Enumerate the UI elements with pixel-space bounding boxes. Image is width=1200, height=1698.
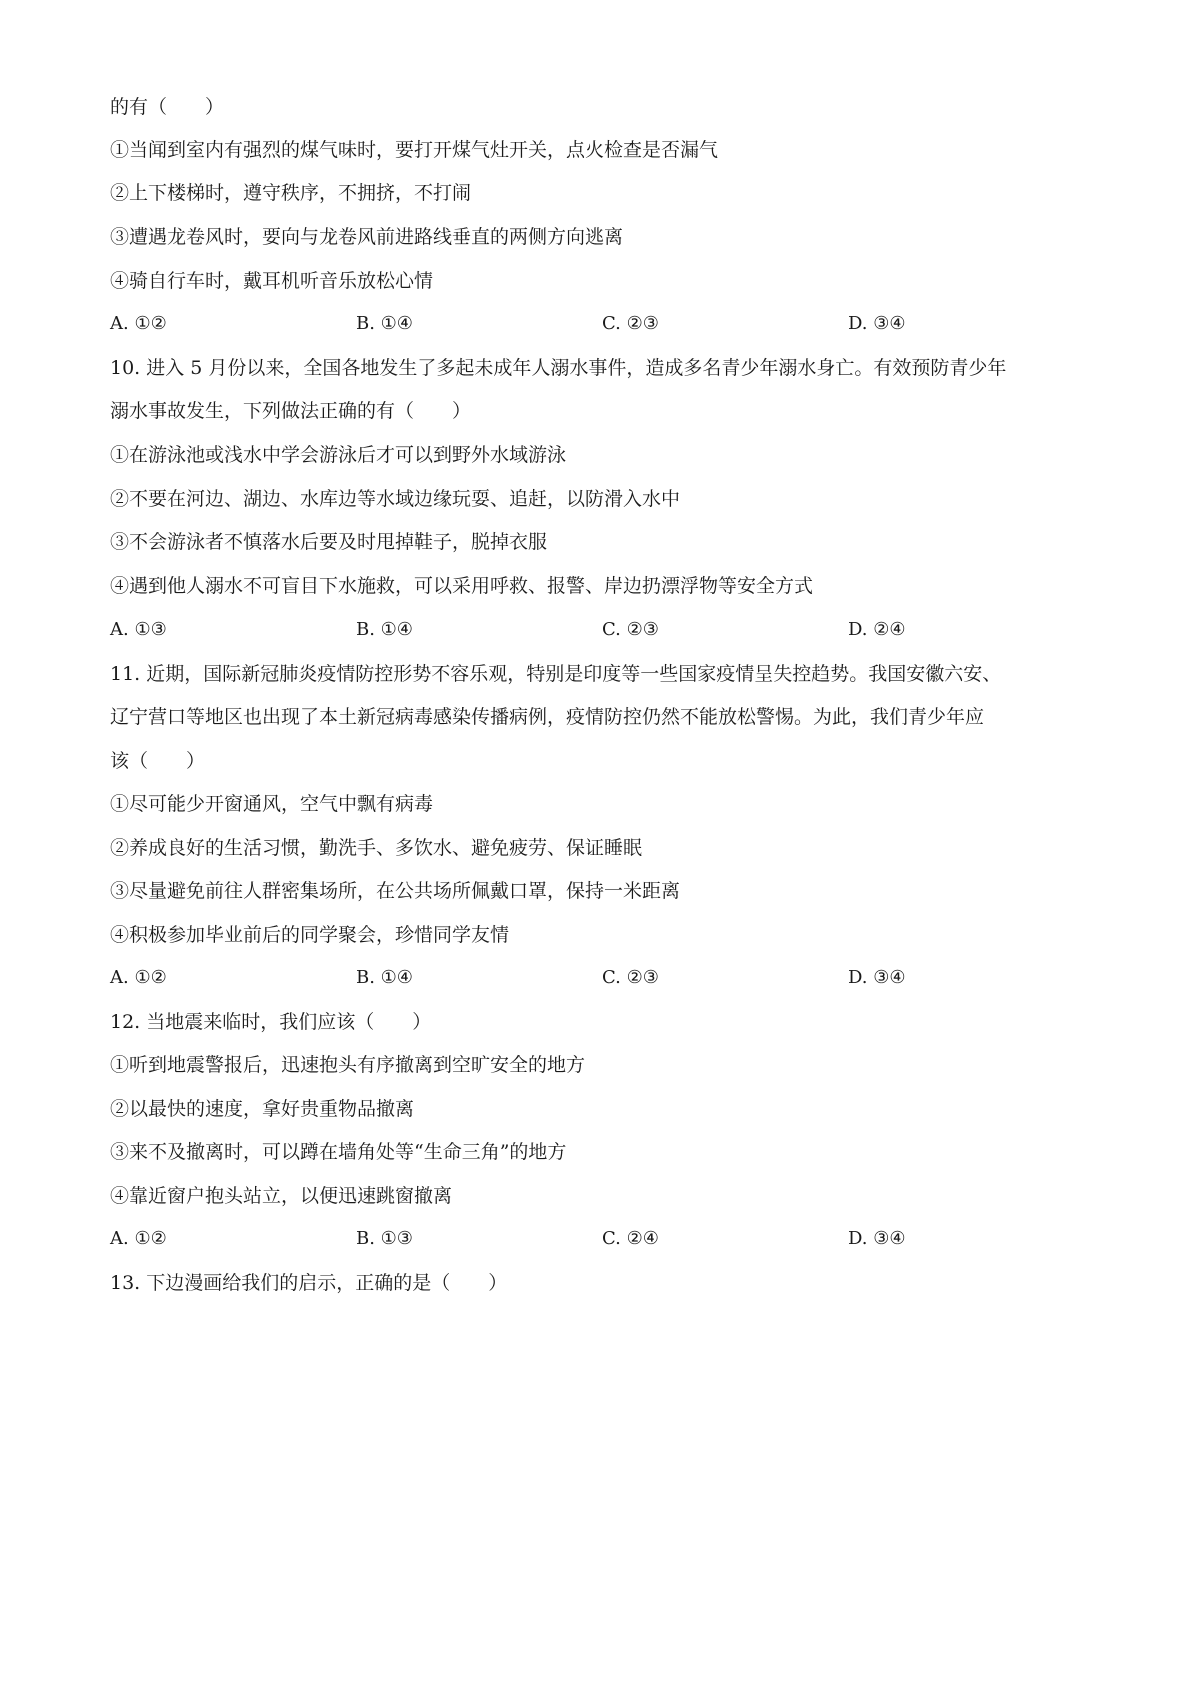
q11-option-c: C. ②③ — [602, 967, 659, 988]
q9-item-4: ④骑自行车时，戴耳机听音乐放松心情 — [110, 270, 434, 292]
q9-option-d: D. ③④ — [848, 313, 906, 334]
q10-stem-line-2: 溺水事故发生，下列做法正确的有（ ） — [110, 400, 472, 422]
q9-option-b: B. ①④ — [356, 313, 413, 334]
q10-item-1: ①在游泳池或浅水中学会游泳后才可以到野外水域游泳 — [110, 444, 567, 466]
q11-option-b: B. ①④ — [356, 967, 413, 988]
q10-item-2: ②不要在河边、湖边、水库边等水域边缘玩耍、追赶，以防滑入水中 — [110, 488, 681, 510]
q10-options — [110, 618, 1110, 642]
q12-item-3: ③来不及撤离时，可以蹲在墙角处等“生命三角”的地方 — [110, 1141, 567, 1163]
q10-option-d: D. ②④ — [848, 619, 906, 640]
q11-option-a: A. ①② — [110, 967, 167, 988]
q11-stem-line-1: 11. 近期，国际新冠肺炎疫情防控形势不容乐观，特别是印度等一些国家疫情呈失控趋势。我国安徽六安、 — [110, 663, 1002, 685]
q9-option-a: A. ①② — [110, 313, 167, 334]
q11-options — [110, 966, 1110, 990]
q9-option-c: C. ②③ — [602, 313, 659, 334]
q10-item-3: ③不会游泳者不慎落水后要及时甩掉鞋子，脱掉衣服 — [110, 531, 548, 553]
q11-stem-line-3: 该（ ） — [110, 750, 206, 772]
q11-item-2: ②养成良好的生活习惯，勤洗手、多饮水、避免疲劳、保证睡眠 — [110, 837, 643, 859]
q11-stem-line-2: 辽宁营口等地区也出现了本土新冠病毒感染传播病例，疫情防控仍然不能放松警惕。为此，我们青少年应 — [110, 706, 985, 728]
q11-option-d: D. ③④ — [848, 967, 906, 988]
q10-item-4: ④遇到他人溺水不可盲目下水施救，可以采用呼救、报警、岸边扔漂浮物等安全方式 — [110, 575, 814, 597]
q11-item-3: ③尽量避免前往人群密集场所，在公共场所佩戴口罩，保持一米距离 — [110, 880, 681, 902]
q11-item-4: ④积极参加毕业前后的同学聚会，珍惜同学友情 — [110, 924, 510, 946]
q13-stem: 13. 下边漫画给我们的启示，正确的是（ ） — [110, 1272, 508, 1294]
q12-options — [110, 1227, 1110, 1251]
q10-option-b: B. ①④ — [356, 619, 413, 640]
q10-stem-line-1: 10. 进入 5 月份以来，全国各地发生了多起未成年人溺水事件，造成多名青少年溺水身亡。有效预防青少年 — [110, 357, 1007, 379]
q9-stem-tail: 的有（ ） — [110, 96, 225, 118]
q9-item-3: ③遭遇龙卷风时，要向与龙卷风前进路线垂直的两侧方向逃离 — [110, 226, 624, 248]
q12-option-c: C. ②④ — [602, 1228, 659, 1249]
q12-option-d: D. ③④ — [848, 1228, 906, 1249]
q9-options — [110, 312, 1110, 336]
q9-item-2: ②上下楼梯时，遵守秩序，不拥挤，不打闹 — [110, 182, 472, 204]
q12-item-4: ④靠近窗户抱头站立，以便迅速跳窗撤离 — [110, 1185, 453, 1207]
q10-option-c: C. ②③ — [602, 619, 659, 640]
q10-option-a: A. ①③ — [110, 619, 167, 640]
q12-option-a: A. ①② — [110, 1228, 167, 1249]
q12-option-b: B. ①③ — [356, 1228, 413, 1249]
q9-item-1: ①当闻到室内有强烈的煤气味时，要打开煤气灶开关，点火检查是否漏气 — [110, 139, 719, 161]
q12-item-2: ②以最快的速度，拿好贵重物品撤离 — [110, 1098, 415, 1120]
q11-item-1: ①尽可能少开窗通风，空气中飘有病毒 — [110, 793, 434, 815]
q12-item-1: ①听到地震警报后，迅速抱头有序撤离到空旷安全的地方 — [110, 1054, 586, 1076]
q12-stem: 12. 当地震来临时，我们应该（ ） — [110, 1011, 432, 1033]
